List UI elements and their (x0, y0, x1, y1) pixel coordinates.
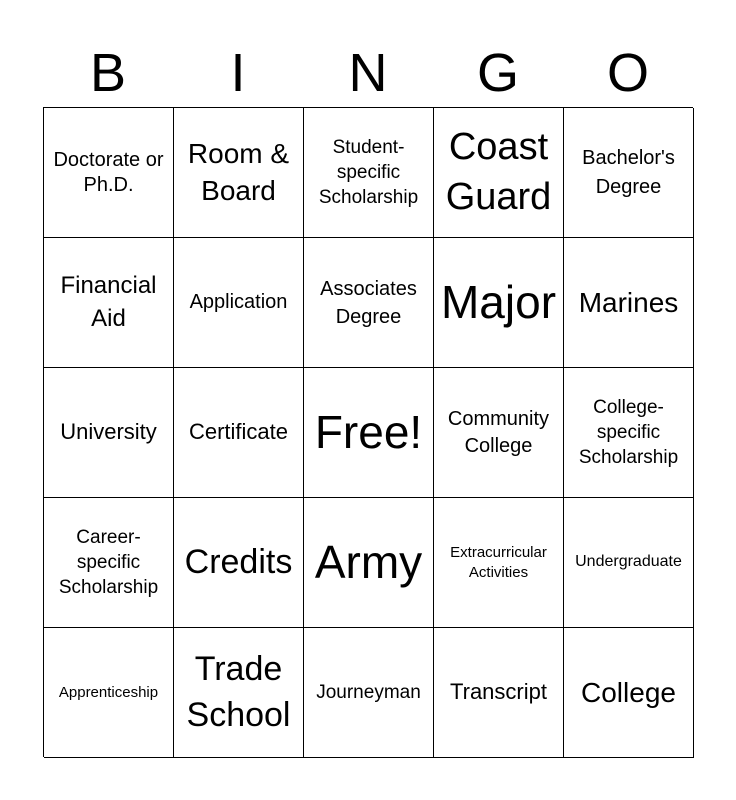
cell-text: Major (440, 276, 557, 329)
cell-text: Coast Guard (445, 126, 552, 218)
bingo-cell[interactable] (564, 498, 694, 628)
bingo-header (43, 38, 693, 108)
cell-text: Student-specific Scholarship (318, 136, 419, 209)
bingo-cell[interactable] (434, 238, 564, 368)
cell-text: Marines (578, 286, 679, 318)
header-letter-b: B (89, 43, 127, 103)
bingo-cell[interactable] (304, 498, 434, 628)
bingo-cell[interactable] (44, 108, 174, 238)
bingo-cell[interactable] (434, 628, 564, 758)
header-letter-n: N (348, 43, 388, 103)
cell-text: Credits (184, 542, 293, 581)
bingo-cell[interactable] (434, 498, 564, 628)
cell-text: College (581, 676, 676, 708)
cell-text: College-specific Scholarship (578, 396, 679, 469)
bingo-cell[interactable] (564, 628, 694, 758)
bingo-cell[interactable] (434, 108, 564, 238)
bingo-cell[interactable] (44, 368, 174, 498)
cell-text: Undergraduate (575, 553, 682, 571)
cell-text: Extracurricular Activities (450, 544, 547, 581)
cell-text: Bachelor's Degree (582, 146, 675, 198)
bingo-cell[interactable] (564, 108, 694, 238)
bingo-cell[interactable] (44, 628, 174, 758)
cell-text: Apprenticeship (58, 683, 159, 701)
bingo-cell[interactable] (174, 368, 304, 498)
bingo-cell[interactable] (434, 368, 564, 498)
bingo-cell[interactable] (564, 238, 694, 368)
cell-text: Application (189, 291, 288, 313)
bingo-cell[interactable] (44, 498, 174, 628)
cell-text: Career-specific Scholarship (58, 526, 159, 599)
free-space-text: Free! (314, 406, 423, 459)
bingo-cell[interactable] (174, 628, 304, 758)
header-letter-g: G (476, 43, 519, 103)
bingo-cell[interactable] (304, 628, 434, 758)
cell-text: Room & Board (187, 138, 290, 206)
cell-text: Certificate (188, 419, 289, 445)
bingo-cell[interactable] (174, 238, 304, 368)
bingo-card-grid (43, 107, 693, 757)
bingo-cell[interactable] (304, 108, 434, 238)
cell-text: Financial Aid (60, 272, 157, 332)
cell-text: Doctorate or Ph.D. (53, 148, 164, 196)
header-letter-i: I (230, 43, 246, 103)
bingo-cell free-space[interactable] (304, 368, 434, 498)
cell-text: University (60, 419, 157, 445)
cell-text: Journeyman (316, 681, 421, 703)
cell-text: Community College (447, 407, 550, 457)
bingo-cell[interactable] (304, 238, 434, 368)
bingo-cell[interactable] (564, 368, 694, 498)
cell-text: Associates Degree (320, 277, 417, 328)
cell-text: Trade School (186, 649, 291, 734)
header-letter-o: O (606, 43, 649, 103)
bingo-cell[interactable] (44, 238, 174, 368)
bingo-cell[interactable] (174, 108, 304, 238)
cell-text: Transcript (450, 679, 547, 705)
bingo-cell[interactable] (174, 498, 304, 628)
cell-text: Army (314, 536, 423, 589)
